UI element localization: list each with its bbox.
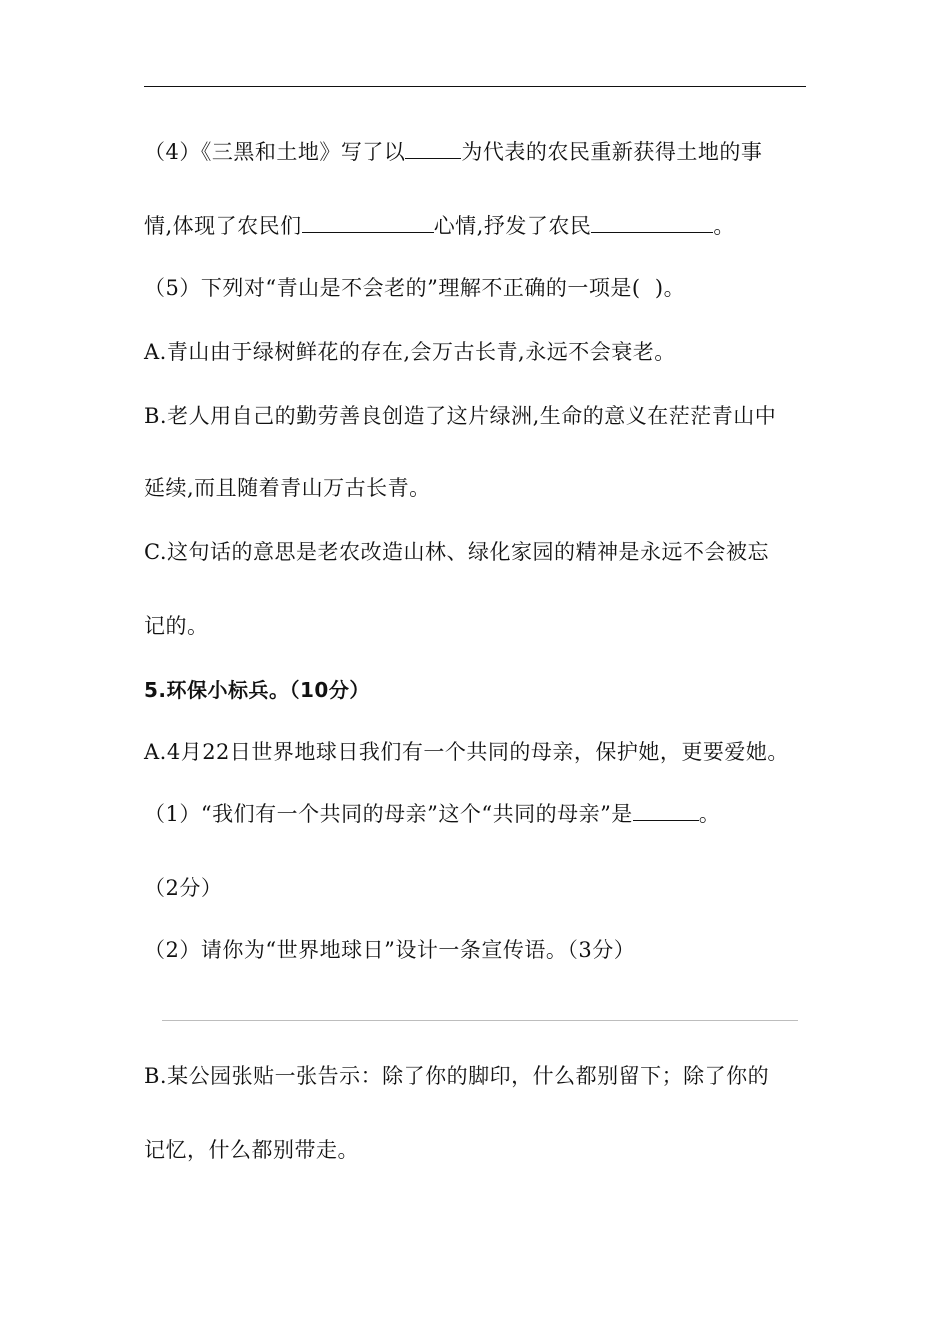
section-5-question-1-text: （1）“我们有一个共同的母亲”这个“共同的母亲”是	[144, 802, 633, 826]
question-4-line-1	[144, 138, 762, 166]
question-5-stem: （5）下列对“青山是不会老的”理解不正确的一项是( )。	[144, 276, 686, 300]
question-4-text-a: （4）《三黑和土地》写了以	[144, 140, 406, 164]
section-5-part-b-line-2: 记忆，什么都别带走。	[144, 1138, 359, 1162]
section-5-question-1-end: 。	[698, 802, 721, 826]
section-5-part-a: A.4月22日世界地球日我们有一个共同的母亲，保护她，更要爱她。	[144, 740, 789, 764]
slogan-answer-line[interactable]	[162, 1020, 798, 1021]
question-5-option-c-line-1: C.这句话的意思是老农改造山林、绿化家园的精神是永远不会被忘	[144, 540, 769, 564]
answer-blank-feelings[interactable]	[302, 212, 434, 233]
answer-blank-representative[interactable]	[405, 138, 461, 159]
question-5-option-b-line-1: B.老人用自己的勤劳善良创造了这片绿洲,生命的意义在茫茫青山中	[144, 404, 777, 428]
question-4-text-d: 心情,抒发了农民	[433, 214, 592, 238]
section-5-heading: 5.环保小标兵。（10分）	[144, 678, 370, 702]
question-5-option-b-line-2: 延续,而且随着青山万古长青。	[144, 476, 431, 500]
section-5-question-1	[144, 800, 720, 828]
question-4-text-c: 情,体现了农民们	[144, 214, 302, 238]
answer-blank-common-mother[interactable]	[633, 800, 699, 821]
question-4-text-b: 为代表的农民重新获得土地的事	[461, 140, 763, 164]
answer-blank-expression[interactable]	[591, 212, 713, 233]
section-5-question-2: （2）请你为“世界地球日”设计一条宣传语。（3分）	[144, 938, 636, 962]
question-5-option-c-line-2: 记的。	[144, 614, 209, 638]
question-4-text-e: 。	[713, 214, 735, 238]
question-5-option-a: A.青山由于绿树鲜花的存在,会万古长青,永远不会衰老。	[144, 340, 676, 364]
section-5-question-1-score: （2分）	[144, 876, 223, 900]
header-rule	[144, 86, 806, 87]
question-4-line-2	[144, 212, 735, 240]
section-5-part-b-line-1: B.某公园张贴一张告示：除了你的脚印，什么都别留下；除了你的	[144, 1064, 770, 1088]
